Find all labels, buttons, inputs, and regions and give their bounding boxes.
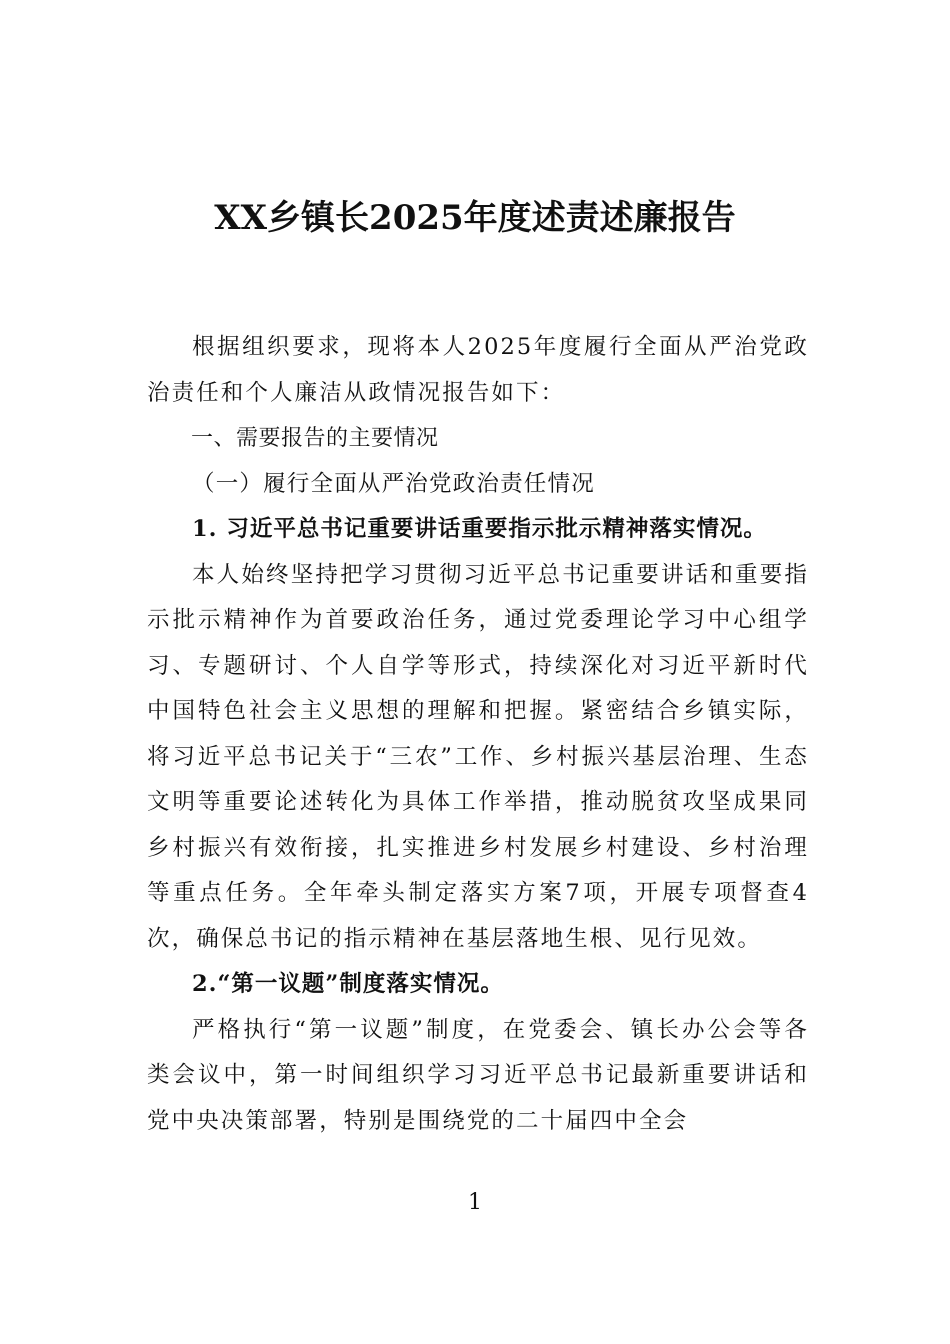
- item-body-2: 严格执行“第一议题”制度，在党委会、镇长办公会等各类会议中，第一时间组织学习习近平总书记最新重要讲话和党中央决策部署，特别是围绕党的二十届四中全会: [147, 1016, 809, 1134]
- page-number: 1: [468, 1190, 482, 1215]
- subsection-heading: （一）履行全面从严治党政治责任情况: [192, 470, 595, 497]
- item-heading-1: 1. 习近平总书记重要讲话重要指示批示精神落实情况。: [192, 516, 767, 542]
- section-heading: 一、需要报告的主要情况: [191, 426, 439, 451]
- intro-paragraph: 根据组织要求，现将本人2025年度履行全面从严治党政治责任和个人廉洁从政情况报告如下：: [147, 334, 809, 406]
- document-body: [147, 325, 809, 1144]
- document-title: XX乡镇长2025年度述责述廉报告: [214, 198, 736, 238]
- item-body-1: 本人始终坚持把学习贯彻习近平总书记重要讲话和重要指示批示精神作为首要政治任务，通过党委理论学习中心组学习、专题研讨、个人自学等形式，持续深化对习近平新时代中国特色社会主义思想的理解和把握。紧密结合乡镇实际，将习近平总书记关于“三农”工作、乡村振兴基层治理、生态文明等重要论述转化为具体工作举措，推动脱贫攻坚成果同乡村振兴有效衔接，扎实推进乡村发展乡村建设、乡村治理等重点任务。全年牵头制定落实方案7项，开展专项督查4次，确保总书记的指示精神在基层落地生根、见行见效。: [147, 561, 809, 952]
- item-heading-2: 2.“第一议题”制度落实情况。: [192, 971, 504, 997]
